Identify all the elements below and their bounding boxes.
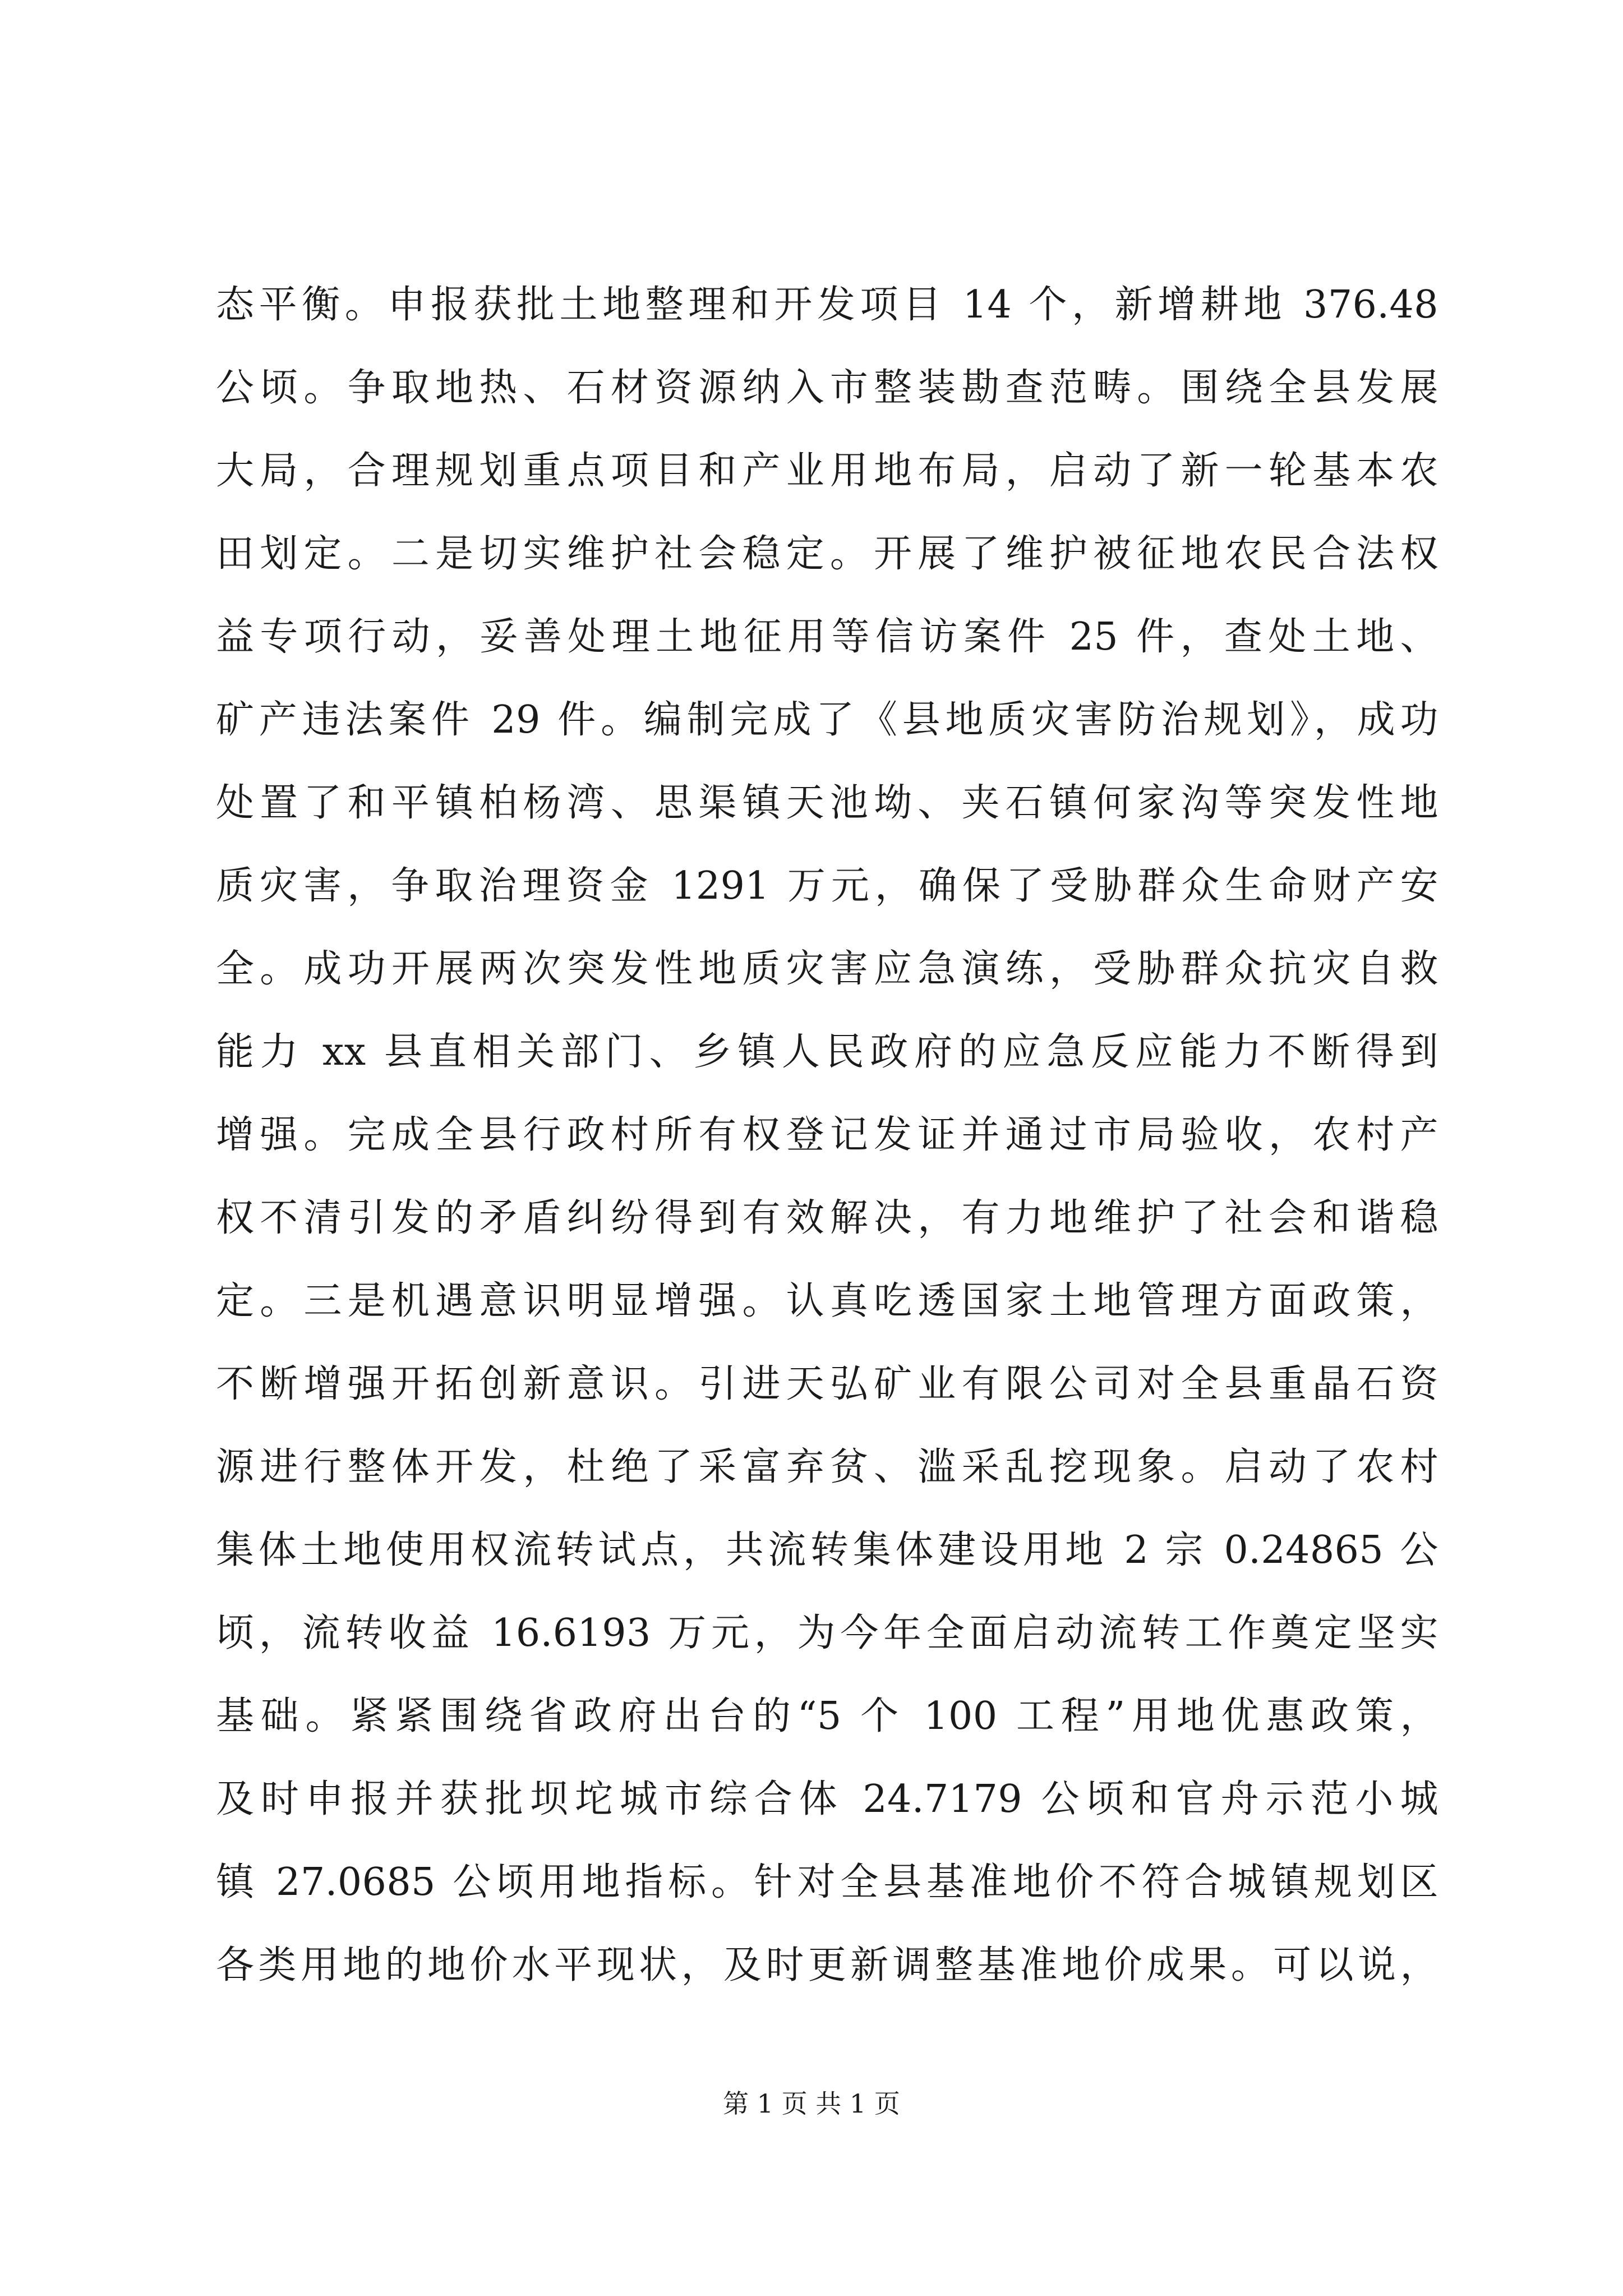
text-line: 大局，合理规划重点项目和产业用地布局，启动了新一轮基本农 [216,449,1438,493]
text-line: 镇 27.0685 公顷用地指标。针对全县基准地价不符合城镇规划区 [216,1860,1438,1904]
text-line: 公顷。争取地热、石材资源纳入市整装勘查范畴。围绕全县发展 [216,366,1438,410]
text-line: 田划定。二是切实维护社会稳定。开展了维护被征地农民合法权 [216,532,1438,576]
body-text [216,264,1438,2007]
text-line: 权不清引发的矛盾纠纷得到有效解决，有力地维护了社会和谐稳 [216,1196,1438,1240]
text-line: 处置了和平镇柏杨湾、思渠镇天池坳、夹石镇何家沟等突发性地 [216,781,1438,825]
text-line: 及时申报并获批坝坨城市综合体 24.7179 公顷和官舟示范小城 [216,1777,1438,1821]
text-line: 增强。完成全县行政村所有权登记发证并通过市局验收，农村产 [216,1113,1438,1157]
text-line: 益专项行动，妥善处理土地征用等信访案件 25 件，查处土地、 [216,615,1438,659]
text-line: 不断增强开拓创新意识。引进天弘矿业有限公司对全县重晶石资 [216,1362,1438,1406]
text-line: 定。三是机遇意识明显增强。认真吃透国家土地管理方面政策， [216,1279,1438,1323]
text-line: 源进行整体开发，杜绝了采富弃贫、滥采乱挖现象。启动了农村 [216,1445,1438,1489]
text-line: 各类用地的地价水平现状，及时更新调整基准地价成果。可以说， [216,1943,1438,1987]
text-line: 质灾害，争取治理资金 1291 万元，确保了受胁群众生命财产安 [216,864,1438,908]
page-number-label: 第 1 页 共 1 页 [723,2088,900,2119]
text-line: 态平衡。申报获批土地整理和开发项目 14 个，新增耕地 376.48 [216,283,1438,327]
text-line: 矿产违法案件 29 件。编制完成了《县地质灾害防治规划》，成功 [216,698,1438,742]
text-line: 能力 xx 县直相关部门、乡镇人民政府的应急反应能力不断得到 [216,1030,1438,1074]
text-line: 集体土地使用权流转试点，共流转集体建设用地 2 宗 0.24865 公 [216,1528,1438,1572]
page-footer [0,2087,1623,2120]
text-line: 顷，流转收益 16.6193 万元，为今年全面启动流转工作奠定坚实 [216,1611,1438,1655]
text-line: 基础。紧紧围绕省政府出台的“5 个 100 工程”用地优惠政策， [216,1694,1438,1738]
text-line: 全。成功开展两次突发性地质灾害应急演练，受胁群众抗灾自救 [216,947,1438,991]
